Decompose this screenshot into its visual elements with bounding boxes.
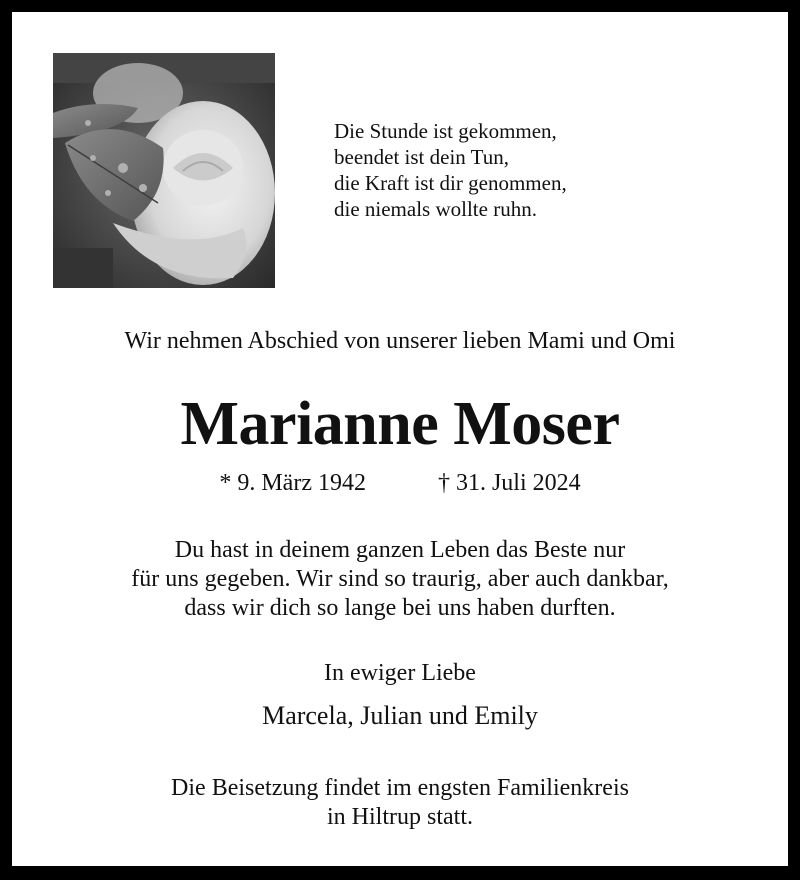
burial-line: in Hiltrup statt. (327, 804, 473, 830)
poem (334, 118, 567, 222)
birth-date: * 9. März 1942 (219, 470, 366, 496)
message-line: dass wir dich so lange bei uns haben durften. (184, 595, 616, 621)
life-dates (12, 470, 788, 497)
obituary-card (12, 12, 788, 866)
burial-line: Die Beisetzung findet im engsten Familienkreis (171, 775, 629, 801)
death-date: † 31. Juli 2024 (437, 470, 581, 496)
poem-line: die niemals wollte ruhn. (334, 197, 537, 221)
poem-line: beendet ist dein Tun, (334, 145, 510, 169)
burial-notice (12, 774, 788, 832)
family-names: Marcela, Julian und Emily (262, 701, 538, 730)
message-line: für uns gegeben. Wir sind so traurig, aber auch dankbar, (131, 566, 669, 592)
rose-photo (53, 53, 275, 288)
intro-text: Wir nehmen Abschied von unserer lieben Mami und Omi (124, 328, 676, 354)
message-line: Du hast in deinem ganzen Leben das Beste nur (174, 537, 626, 563)
poem-line: Die Stunde ist gekommen, (334, 119, 557, 143)
signoff: In ewiger Liebe (324, 660, 476, 686)
rose-image-icon (53, 53, 275, 288)
farewell-message (12, 536, 788, 623)
poem-line: die Kraft ist dir genommen, (334, 171, 567, 195)
deceased-name: Marianne Moser (180, 390, 620, 458)
